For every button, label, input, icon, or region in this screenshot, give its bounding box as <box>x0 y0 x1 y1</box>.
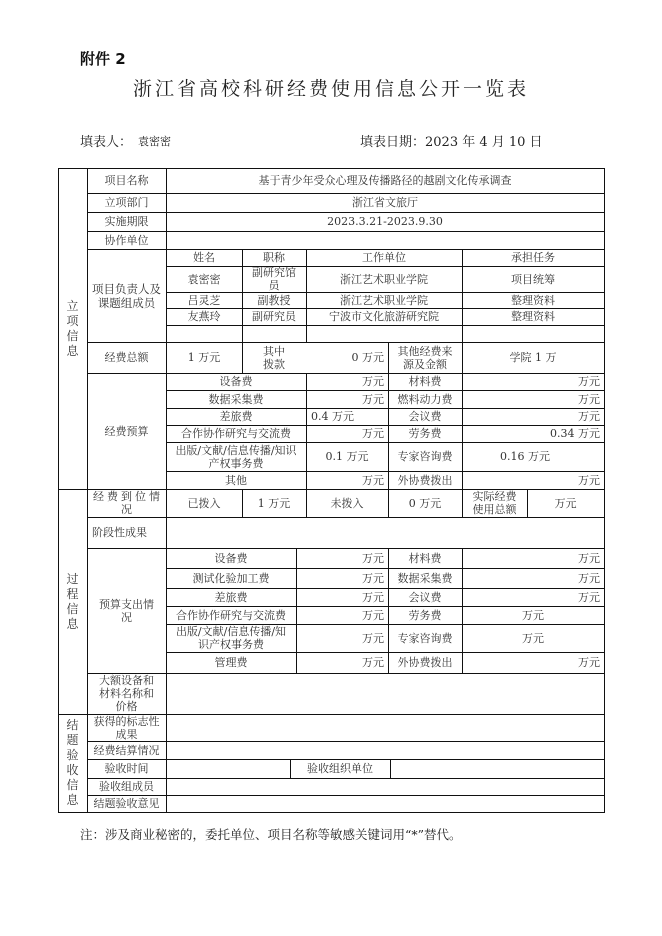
section-char: 息 <box>66 616 79 631</box>
coop-label: 协作单位 <box>104 233 149 247</box>
budget-item-label: 差旅费 <box>219 410 253 423</box>
settlement-label: 经费结算情况 <box>93 743 160 757</box>
spend-item-label: 劳务费 <box>408 608 442 622</box>
period-value: 2023.3.21-2023.9.30 <box>327 215 443 228</box>
team-member-unit: 浙江艺术职业学院 <box>340 272 428 286</box>
acceptance-members-label: 验收组成员 <box>99 780 154 793</box>
section-acceptance-info <box>58 714 87 812</box>
team-member-title: 副研究员 <box>252 310 296 323</box>
team-member-name: 袁密密 <box>187 272 221 286</box>
funding-label: 经费到位情况 <box>93 490 163 516</box>
team-header-task: 承担任务 <box>511 251 555 264</box>
spend-item-label: 合作协作研究与交流费 <box>176 608 286 622</box>
spend-item-label: 外协费拨出 <box>397 656 453 669</box>
team-member-task: 项目统筹 <box>511 272 555 286</box>
team-header-title: 职称 <box>263 251 285 264</box>
section-char: 程 <box>66 586 79 601</box>
pending-value: 0 万元 <box>408 496 442 510</box>
spend-item-label: 设备费 <box>214 551 248 565</box>
spend-item-value: 万元 <box>362 590 384 604</box>
equipment-label: 大额设备和材料名称和价格 <box>99 674 154 713</box>
spend-item-value: 万元 <box>522 608 544 622</box>
budget-item-value: 0.34 万元 <box>550 427 600 440</box>
page-title: 浙江省高校科研经费使用信息公开一览表 <box>132 78 529 100</box>
dept-value: 浙江省文旅厅 <box>352 196 418 209</box>
spend-item-value: 万元 <box>362 656 384 669</box>
section-char: 题 <box>66 733 79 747</box>
budget-label: 经费预算 <box>104 424 149 438</box>
budget-item-value: 0.1 万元 <box>325 450 369 463</box>
alloc-label: 其中拨款 <box>263 344 285 371</box>
section-char: 信 <box>66 328 79 343</box>
spend-item-value: 万元 <box>362 608 384 622</box>
budget-item-label: 专家咨询费 <box>397 450 453 463</box>
spend-item-label: 管理费 <box>214 656 248 669</box>
spend-item-value: 万元 <box>578 590 600 604</box>
budget-item-label: 设备费 <box>219 375 253 388</box>
team-member-task: 整理资料 <box>511 310 555 323</box>
coop-value <box>166 231 604 249</box>
spend-item-label: 出版/文献/信息传播/知识产权事务费 <box>175 625 287 651</box>
alloc-value: 0 万元 <box>351 351 384 364</box>
equipment-value <box>166 673 604 714</box>
spend-item-value: 万元 <box>362 551 384 565</box>
spend-item-label: 数据采集费 <box>397 571 453 585</box>
pending-label: 未拨入 <box>330 496 364 510</box>
section-char: 验 <box>66 748 79 762</box>
budget-item-label: 合作协作研究与交流费 <box>181 427 291 440</box>
section-char: 过 <box>66 571 79 586</box>
budget-item-label: 其他 <box>225 473 247 487</box>
project-name: 基于青少年受众心理及传播路径的越剧文化传承调查 <box>258 174 512 187</box>
spend-item-label: 材料费 <box>408 551 442 565</box>
received-label: 已拨入 <box>187 496 221 510</box>
budget-item-value: 万元 <box>362 392 384 406</box>
section-process-info <box>58 489 87 714</box>
project-name-label: 项目名称 <box>104 174 149 187</box>
budget-item-label: 外协费拨出 <box>397 473 453 487</box>
section-char: 信 <box>66 778 79 792</box>
period-label: 实施期限 <box>104 215 149 228</box>
spend-item-label: 差旅费 <box>214 590 248 604</box>
team-member-task: 整理资料 <box>511 293 555 307</box>
attachment-label: 附件 2 <box>80 50 126 68</box>
actual-label: 实际经费使用总额 <box>472 490 517 516</box>
budget-item-label: 燃料动力费 <box>397 392 453 406</box>
team-member-name: 吕灵芝 <box>187 293 221 307</box>
section-char: 立 <box>66 298 79 313</box>
team-member-name: 友燕玲 <box>187 310 221 323</box>
budget-item-value: 万元 <box>578 410 600 423</box>
budget-item-value: 万元 <box>362 427 384 440</box>
section-char: 息 <box>66 793 79 807</box>
actual-value: 万元 <box>554 496 577 510</box>
section-char: 信 <box>66 601 79 616</box>
acceptance-org-label: 验收组织单位 <box>307 762 373 775</box>
received-value: 1 万元 <box>257 496 291 510</box>
spend-label: 预算支出情况 <box>99 597 154 624</box>
other-source-value: 学院 1 万 <box>509 351 557 364</box>
acceptance-time-label: 验收时间 <box>104 762 149 775</box>
team-label: 项目负责人及课题组成员 <box>92 281 161 310</box>
budget-item-label: 劳务费 <box>408 427 442 440</box>
budget-item-value: 万元 <box>578 392 600 406</box>
team-header-unit: 工作单位 <box>362 251 406 264</box>
budget-item-label: 材料费 <box>408 375 442 388</box>
budget-item-label: 出版/文献/信息传播/知识产权事务费 <box>175 443 297 470</box>
acceptance-opinion-label: 结题验收意见 <box>93 797 160 810</box>
stage-label: 阶段性成果 <box>92 526 147 539</box>
team-member-unit: 宁波市文化旅游研究院 <box>329 310 439 323</box>
achievement-label: 获得的标志性成果 <box>93 714 160 741</box>
budget-item-value: 万元 <box>578 473 600 487</box>
spend-item-value: 万元 <box>578 656 600 669</box>
dept-label: 立项部门 <box>104 196 149 209</box>
budget-item-label: 会议费 <box>408 410 442 423</box>
budget-item-value: 万元 <box>578 375 600 388</box>
budget-item-value: 万元 <box>362 375 384 388</box>
section-char: 结 <box>66 718 79 732</box>
spend-item-value: 万元 <box>362 631 384 645</box>
total-value: 1 万元 <box>187 351 221 364</box>
spend-item-value: 万元 <box>362 571 384 585</box>
section-project-info <box>58 168 87 489</box>
fill-date: 填表日期：2023 年 4 月 10 日 <box>360 135 543 150</box>
budget-item-value: 0.16 万元 <box>500 450 550 463</box>
filler-label: 填表人： <box>80 135 133 150</box>
total-label: 经费总额 <box>104 351 149 364</box>
spend-item-value: 万元 <box>578 571 600 585</box>
team-member-unit: 浙江艺术职业学院 <box>340 293 428 307</box>
spend-item-label: 测试化验加工费 <box>192 571 270 585</box>
section-char: 息 <box>66 343 79 358</box>
filler-name: 袁密密 <box>138 135 171 148</box>
section-char: 项 <box>66 313 79 328</box>
spend-item-value: 万元 <box>578 551 600 565</box>
team-member-title: 副研究馆员 <box>252 266 296 292</box>
spend-item-label: 专家咨询费 <box>397 631 453 645</box>
team-header-name: 姓名 <box>193 251 215 264</box>
stage-value <box>166 517 604 548</box>
budget-item-value: 万元 <box>362 473 384 487</box>
spend-item-label: 会议费 <box>408 590 442 604</box>
other-source-label: 其他经费来源及金额 <box>397 344 453 371</box>
footer-note: 注：涉及商业秘密的，委托单位、项目名称等敏感关键词用“*”替代。 <box>80 827 462 842</box>
budget-item-value: 0.4 万元 <box>311 410 354 423</box>
team-member-title: 副教授 <box>257 293 291 307</box>
budget-item-label: 数据采集费 <box>208 392 264 406</box>
section-char: 收 <box>66 763 79 777</box>
spend-item-value: 万元 <box>522 631 544 645</box>
